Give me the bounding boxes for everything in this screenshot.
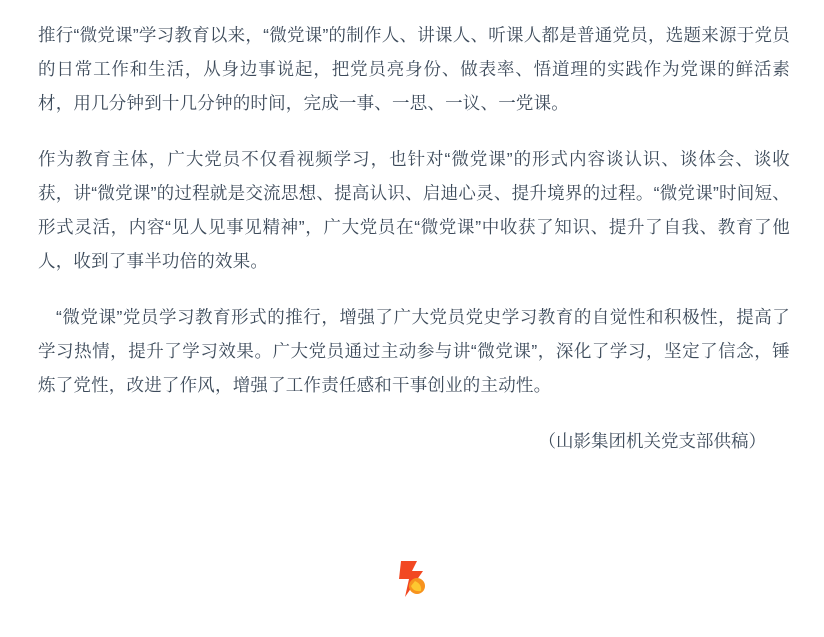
paragraph-2: 作为教育主体，广大党员不仅看视频学习，也针对“微党课”的形式内容谈认识、谈体会、谈收获，讲“微党课”的过程就是交流思想、提高认识、启迪心灵、提升境界的过程。“微党课”时间短、形式灵活，内容“见人见事见精神”，广大党员在“微党课”中收获了知识、提升了自我、教育了他人，收到了事半功倍的效果。 <box>38 149 790 271</box>
article-signature: （山影集团机关党支部供稿） <box>538 431 766 451</box>
paragraph-3: “微党课”党员学习教育形式的推行，增强了广大党员党史学习教育的自觉性和积极性，提高了学习热情，提升了学习效果。广大党员通过主动参与讲“微党课”，深化了学习，坚定了信念，锤炼了党性，改进了作风，增强了工作责任感和干事创业的主动性。 <box>38 307 790 395</box>
paragraph-1: 推行“微党课”学习教育以来，“微党课”的制作人、讲课人、听课人都是普通党员，选题来源于党员的日常工作和生活，从身边事说起，把党员亮身份、做表率、悟道理的实践作为党课的鲜活素材，用几分钟到十几分钟的时间，完成一事、一思、一议、一党课。 <box>38 25 790 113</box>
flame-logo-icon <box>395 559 429 599</box>
footer-logo-container <box>0 559 824 599</box>
